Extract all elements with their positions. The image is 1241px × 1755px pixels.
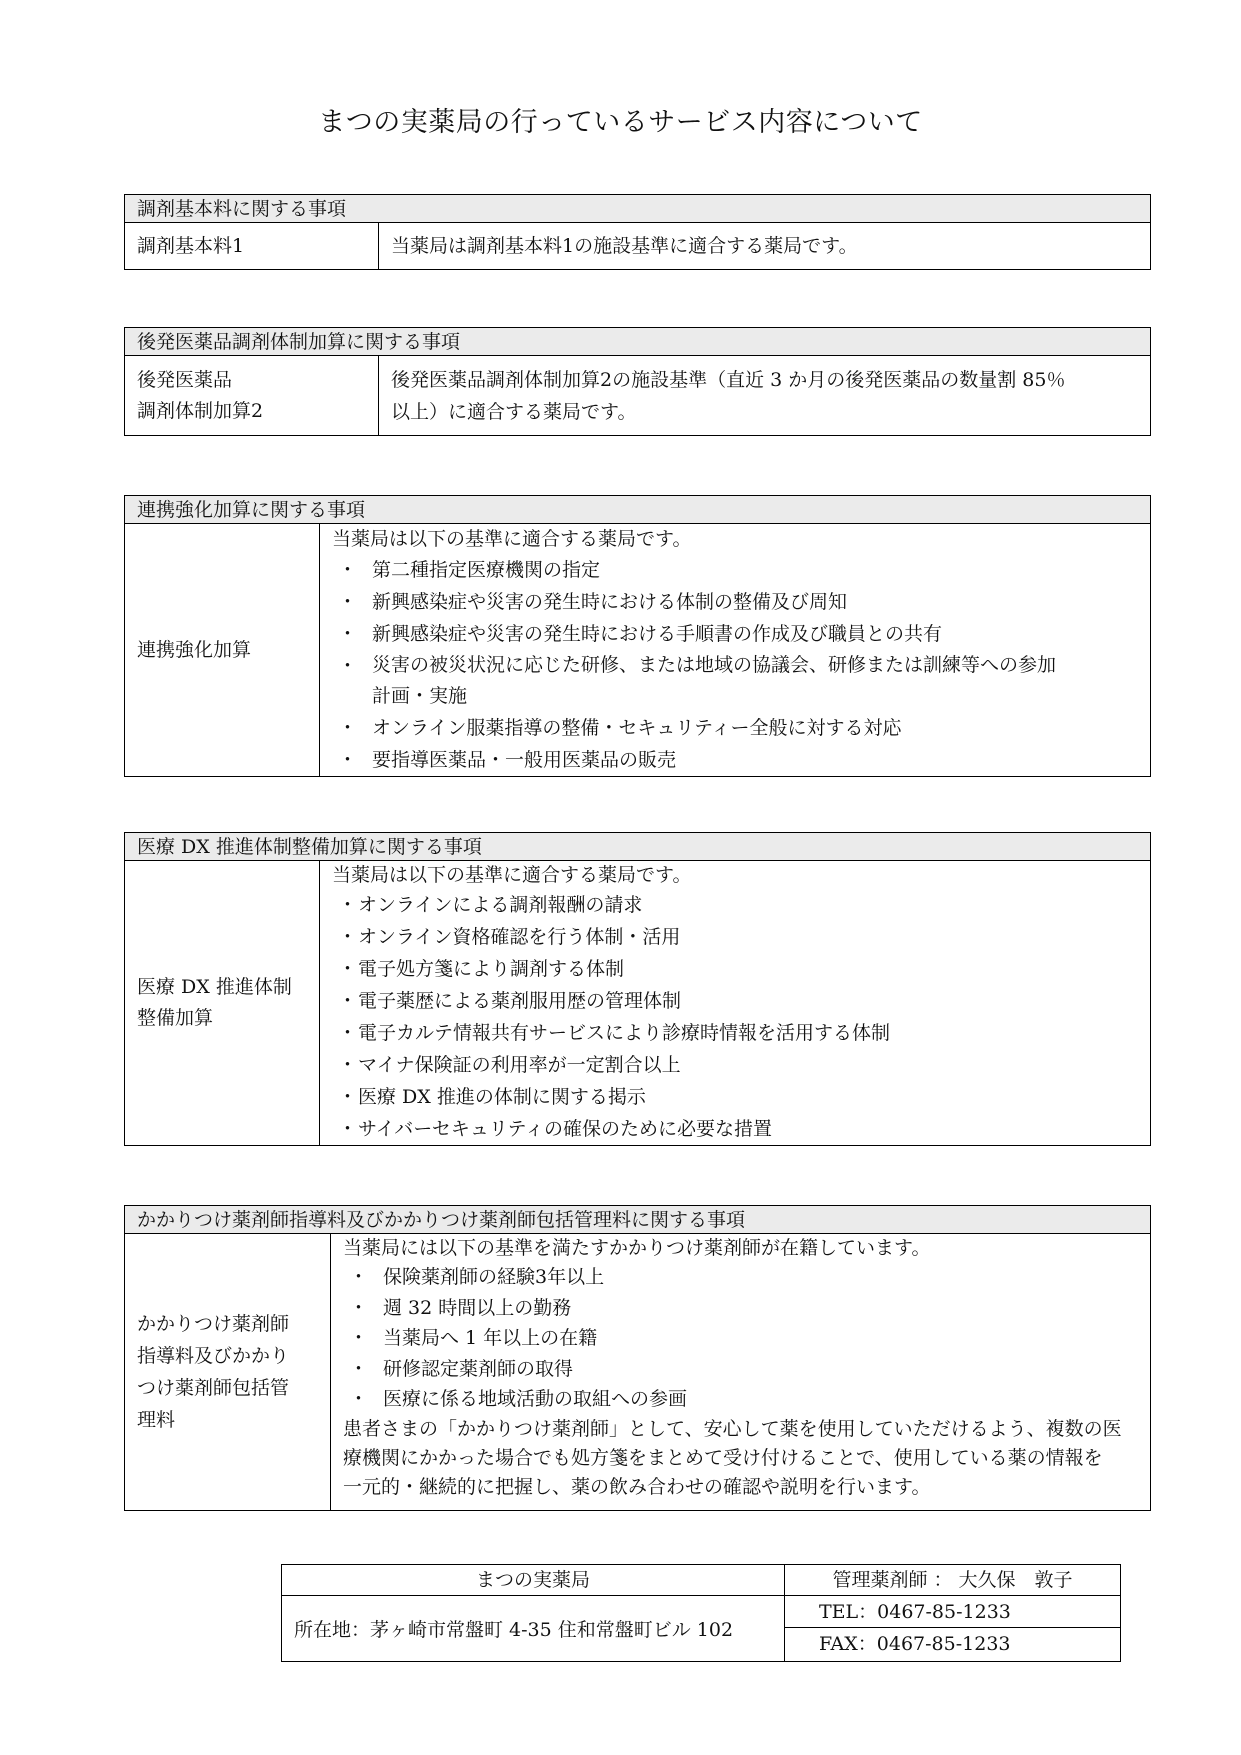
list-item: ・ 医療に係る地域活動の取組への参画 — [343, 1384, 1140, 1415]
pharmacy-address: 所在地：茅ヶ崎市常盤町 4-35 住和常盤町ビル 102 — [282, 1596, 785, 1661]
item-description — [379, 356, 1150, 435]
phone-number: TEL：0467-85-1233 — [785, 1596, 1120, 1628]
list-item: ・ 週 32 時間以上の勤務 — [343, 1293, 1140, 1324]
intro-text: 当薬局には以下の基準を満たすかかりつけ薬剤師が在籍しています。 — [343, 1237, 931, 1259]
pharmacy-info-box — [281, 1564, 1121, 1662]
list-item: ・ オンライン資格確認を行う体制・活用 — [332, 921, 1140, 953]
item-label — [125, 223, 379, 269]
bullet-mark: ・ — [338, 559, 358, 581]
section-header: 連携強化加算に関する事項 — [125, 496, 1150, 524]
bullet-mark: ・ — [349, 1266, 369, 1288]
item-label — [125, 1234, 331, 1510]
bullet-mark: ・ — [338, 1022, 358, 1044]
item-label — [125, 861, 320, 1145]
list-item: ・ 第二種指定医療機関の指定 — [332, 554, 1140, 586]
pharmacy-name: まつの実薬局 — [282, 1565, 785, 1595]
item-description — [379, 223, 1150, 269]
list-item: ・ 医療 DX 推進の体制に関する掲示 — [332, 1081, 1140, 1113]
section-header: 医療 DX 推進体制整備加算に関する事項 — [125, 833, 1150, 861]
section-family-pharmacist — [124, 1205, 1151, 1511]
list-item: ・ 電子薬歴による薬剤服用歴の管理体制 — [332, 985, 1140, 1017]
section-basic-dispensing-fee — [124, 194, 1151, 270]
item-description — [331, 1234, 1150, 1510]
closing-text — [343, 1415, 1140, 1502]
bullet-mark: ・ — [338, 623, 358, 645]
bullet-mark: ・ — [338, 591, 358, 613]
bullet-mark: ・ — [349, 1357, 369, 1380]
label-line: 整備加算 — [137, 1007, 214, 1029]
description-line: 当薬局は調剤基本料1の施設基準に適合する薬局です。 — [391, 235, 858, 257]
bullet-mark: ・ — [338, 990, 358, 1012]
bullet-mark: ・ — [338, 894, 358, 916]
label-line: 後発医薬品 — [137, 368, 233, 391]
section-header: 後発医薬品調剤体制加算に関する事項 — [125, 328, 1150, 356]
bullet-mark: ・ — [338, 958, 358, 980]
item-description — [320, 524, 1150, 776]
bullet-mark: ・ — [338, 749, 358, 771]
list-item: ・ サイバーセキュリティの確保のために必要な措置 — [332, 1113, 1140, 1145]
item-description — [320, 861, 1150, 1145]
bullet-mark: ・ — [338, 1054, 358, 1076]
intro-text: 当薬局は以下の基準に適合する薬局です。 — [332, 864, 692, 886]
bullet-mark: ・ — [338, 655, 358, 677]
intro-text: 当薬局は以下の基準に適合する薬局です。 — [332, 528, 692, 550]
description-line: 以上）に適合する薬局です。 — [391, 400, 637, 423]
section-header: かかりつけ薬剤師指導料及びかかりつけ薬剤師包括管理料に関する事項 — [125, 1206, 1150, 1234]
section-header: 調剤基本料に関する事項 — [125, 195, 1150, 223]
bullet-mark: ・ — [349, 1388, 369, 1410]
bullet-mark: ・ — [349, 1296, 369, 1319]
closing-line: 患者さまの「かかりつけ薬剤師」として、安心して薬を使用していただけるよう、複数の医 — [343, 1417, 1122, 1440]
bullet-mark: ・ — [338, 926, 358, 948]
list-item: ・ 保険薬剤師の経験3年以上 — [343, 1262, 1140, 1293]
closing-line: 一元的・継続的に把握し、薬の飲み合わせの確認や説明を行います。 — [343, 1475, 931, 1498]
label-line: 調剤体制加算2 — [137, 399, 264, 422]
label-line: 理料 — [137, 1409, 176, 1431]
label-line: 医療 DX 推進体制 — [137, 976, 292, 998]
list-item: ・ 電子カルテ情報共有サービスにより診療時情報を活用する体制 — [332, 1017, 1140, 1049]
list-item: ・ オンライン服薬指導の整備・セキュリティー全般に対する対応 — [332, 712, 1140, 744]
list-item: ・ 新興感染症や災害の発生時における体制の整備及び周知 — [332, 586, 1140, 618]
label-line: かかりつけ薬剤師 — [137, 1313, 290, 1335]
label-line: 連携強化加算 — [137, 638, 252, 661]
list-item: ・ 研修認定薬剤師の取得 — [343, 1354, 1140, 1385]
list-item: ・ オンラインによる調剤報酬の請求 — [332, 889, 1140, 921]
fax-number: FAX：0467-85-1233 — [819, 1633, 1011, 1655]
list-item: ・ マイナ保険証の利用率が一定割合以上 — [332, 1049, 1140, 1081]
description-line: 後発医薬品調剤体制加算2の施設基準（直近 3 か月の後発医薬品の数量割 85％ — [391, 368, 1066, 391]
closing-line: 療機関にかかった場合でも処方箋をまとめて受け付けることで、使用している薬の情報を — [343, 1446, 1103, 1469]
list-item: ・ 新興感染症や災害の発生時における手順書の作成及び職員との共有 — [332, 618, 1140, 650]
section-collaboration-reinforcement — [124, 495, 1151, 777]
list-item: ・ 要指導医薬品・一般用医薬品の販売 — [332, 744, 1140, 776]
list-item: ・ 災害の被災状況に応じた研修、または地域の協議会、研修または訓練等への参加 計画・実施 — [332, 650, 1140, 712]
label-line: つけ薬剤師包括管 — [137, 1377, 290, 1399]
label-line: 指導料及びかかり — [137, 1345, 290, 1367]
page-title: まつの実薬局の行っているサービス内容について — [318, 107, 923, 138]
section-generic-drug-system — [124, 327, 1151, 436]
item-label — [125, 356, 379, 435]
manager-pharmacist: 管理薬剤師 ： 大久保 敦子 — [832, 1569, 1073, 1591]
bullet-mark: ・ — [338, 1086, 358, 1108]
list-item: ・ 電子処方箋により調剤する体制 — [332, 953, 1140, 985]
section-medical-dx — [124, 832, 1151, 1146]
bullet-mark: ・ — [338, 1118, 358, 1140]
item-label — [125, 524, 320, 776]
bullet-mark: ・ — [349, 1327, 369, 1349]
label-line: 調剤基本料1 — [137, 234, 245, 257]
bullet-mark: ・ — [338, 717, 358, 739]
list-item: ・ 当薬局へ 1 年以上の在籍 — [343, 1323, 1140, 1354]
